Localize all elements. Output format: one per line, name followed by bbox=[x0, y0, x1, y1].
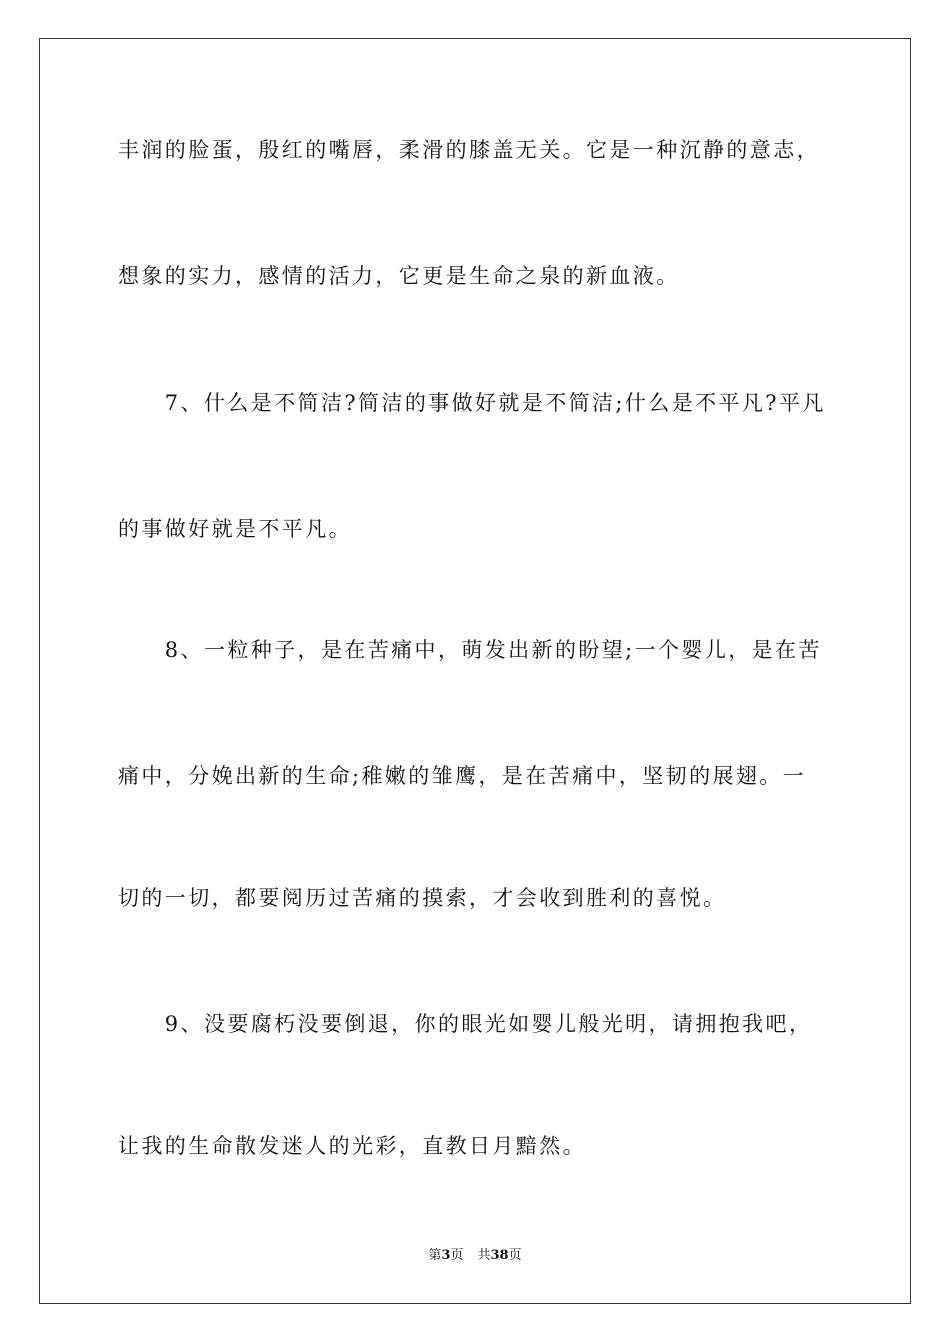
text-line: 让我的生命散发迷人的光彩，直教日月黯然。 bbox=[118, 1134, 586, 1158]
text-line: 想象的实力，感情的活力，它更是生命之泉的新血液。 bbox=[118, 264, 680, 288]
text-line: 8、一粒种子，是在苦痛中，萌发出新的盼望;一个婴儿，是在苦 bbox=[118, 638, 822, 662]
text-line: 切的一切，都要阅历过苦痛的摸索，才会收到胜利的喜悦。 bbox=[118, 886, 727, 910]
text-line: 痛中，分娩出新的生命;稚嫩的雏鹰，是在苦痛中，坚韧的展翅。一 bbox=[118, 764, 807, 788]
text-line: 9、没要腐朽没要倒退，你的眼光如婴儿般光明，请拥抱我吧， bbox=[118, 1012, 813, 1036]
page-border bbox=[39, 38, 911, 1304]
total-prefix: 共 bbox=[477, 1248, 491, 1263]
text-line: 丰润的脸蛋，殷红的嘴唇，柔滑的膝盖无关。它是一种沉静的意志， bbox=[118, 138, 820, 162]
total-pages: 38 bbox=[490, 1248, 509, 1263]
text-line: 7、什么是不简洁?简洁的事做好就是不简洁;什么是不平凡?平凡 bbox=[118, 391, 826, 415]
page-prefix: 第 bbox=[428, 1248, 442, 1263]
page-suffix: 页 bbox=[450, 1248, 464, 1263]
text-line: 的事做好就是不平凡。 bbox=[118, 517, 352, 541]
page-footer bbox=[0, 1248, 950, 1264]
page-number: 3 bbox=[441, 1248, 451, 1263]
total-suffix: 页 bbox=[508, 1248, 522, 1263]
